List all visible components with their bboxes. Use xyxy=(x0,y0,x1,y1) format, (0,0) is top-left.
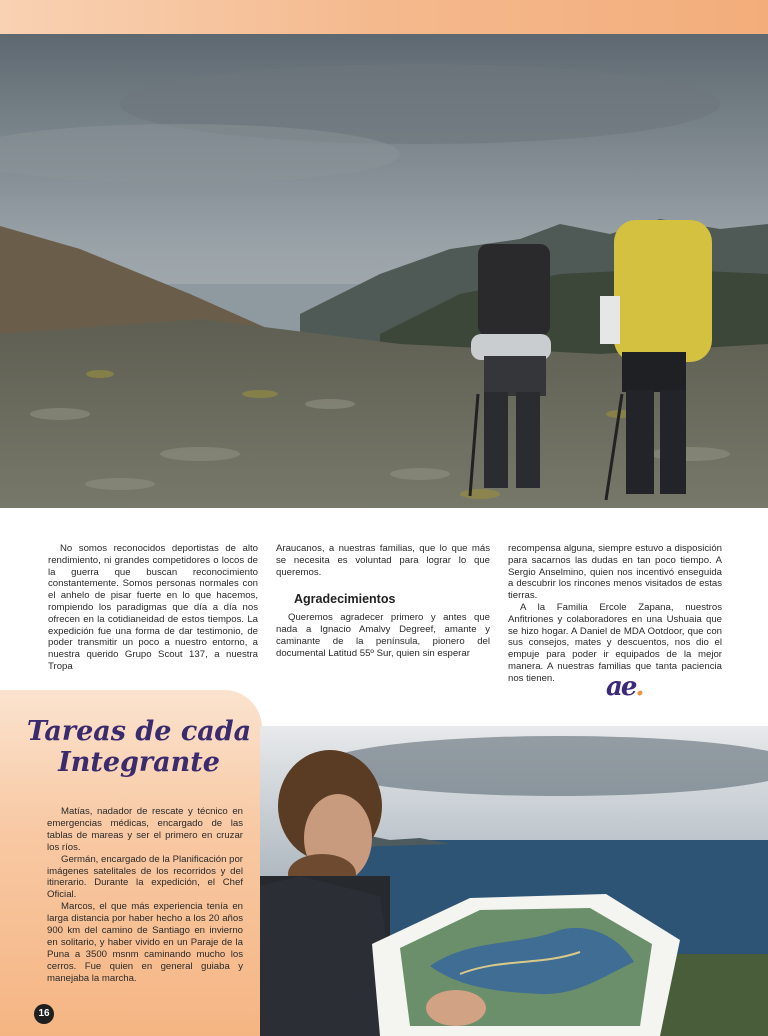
article-column-3 xyxy=(508,543,722,685)
sidebar-paragraph: Marcos, el que más experiencia tenía en larga distancia por haber hecho a los 20 años 900 km del camino de Santiago en invierno en solitario, y haber vivido en un Paraje de la Puna a 3500 msnm caminando mucho los cerros. Fue quien en general guiaba y manejaba la marcha. xyxy=(47,901,243,984)
article-paragraph: No somos reconocidos deportistas de alto rendimiento, ni grandes competidores o locos de la guerra que buscan reconocimiento constantemente. Somos personas normales con el anhelo de pisar fuerte en lo que hacemos, rompiendo los paradigmas que día a día nos ofrecen en la cotidianeidad de estos tiempos. La expedición fue una forma de dar testimonio, de poder transmitir un poco a nuestro entorno, a nuestra querido Grupo Scout 137, a nuestra Tropa xyxy=(48,543,258,672)
hikers-photo-illustration xyxy=(0,34,768,508)
article-paragraph: Araucanos, a nuestras familias, que lo que más se necesita es voluntad para lograr lo que queremos. xyxy=(276,543,490,578)
article-paragraph: Queremos agradecer primero y antes que nada a Ignacio Amalvy Degreef, amante y caminante de la península, pionero del documental Latitud 55º Sur, quien sin esperar xyxy=(276,612,490,659)
hikers-mountain-photo xyxy=(0,34,768,508)
logo-dot: . xyxy=(635,672,643,702)
article-paragraph: A la Familia Ercole Zapana, nuestros Anfitriones y colaboradores en una Ushuaia que se hizo hogar. A Daniel de MDA Ootdoor, que con sus consejos, mates y descuentos, nos dio el empuje para poder ir equipados de la mejor manera. A nuestras familias que tanta paciencia nos tienen. xyxy=(508,601,722,684)
sidebar-title-line: Integrante xyxy=(58,747,220,778)
man-reading-map-photo xyxy=(260,726,768,1036)
top-color-band xyxy=(0,0,768,34)
sidebar-paragraph: Matías, nadador de rescate y técnico en emergencias médicas, encargado de las tablas de mareas y ser el primero en cruzar los ríos. xyxy=(47,806,243,853)
sidebar-title-line: Tareas de cada xyxy=(26,716,252,747)
page-number: 16 xyxy=(34,1004,54,1024)
article-column-2 xyxy=(276,543,490,659)
article-column-1 xyxy=(48,543,258,673)
sidebar-title xyxy=(0,716,278,778)
logo-text: ae xyxy=(606,672,636,702)
article-paragraph: recompensa alguna, siempre estuvo a disposición para sacarnos las dudas en tan poco tiempo. A Sergio Anselmino, quien nos incentivó enseguida a descubrir los rincones menos visitados de estas tierras. xyxy=(508,543,722,602)
sidebar-text xyxy=(47,806,243,985)
section-heading: Agradecimientos xyxy=(294,592,396,607)
map-photo-illustration xyxy=(260,726,768,1036)
sidebar-paragraph: Germán, encargado de la Planificación por imágenes satelitales de los recorridos y del itinerario. Durante la expedición, el Chef Oficial. xyxy=(47,853,243,901)
magazine-logo xyxy=(606,672,642,702)
